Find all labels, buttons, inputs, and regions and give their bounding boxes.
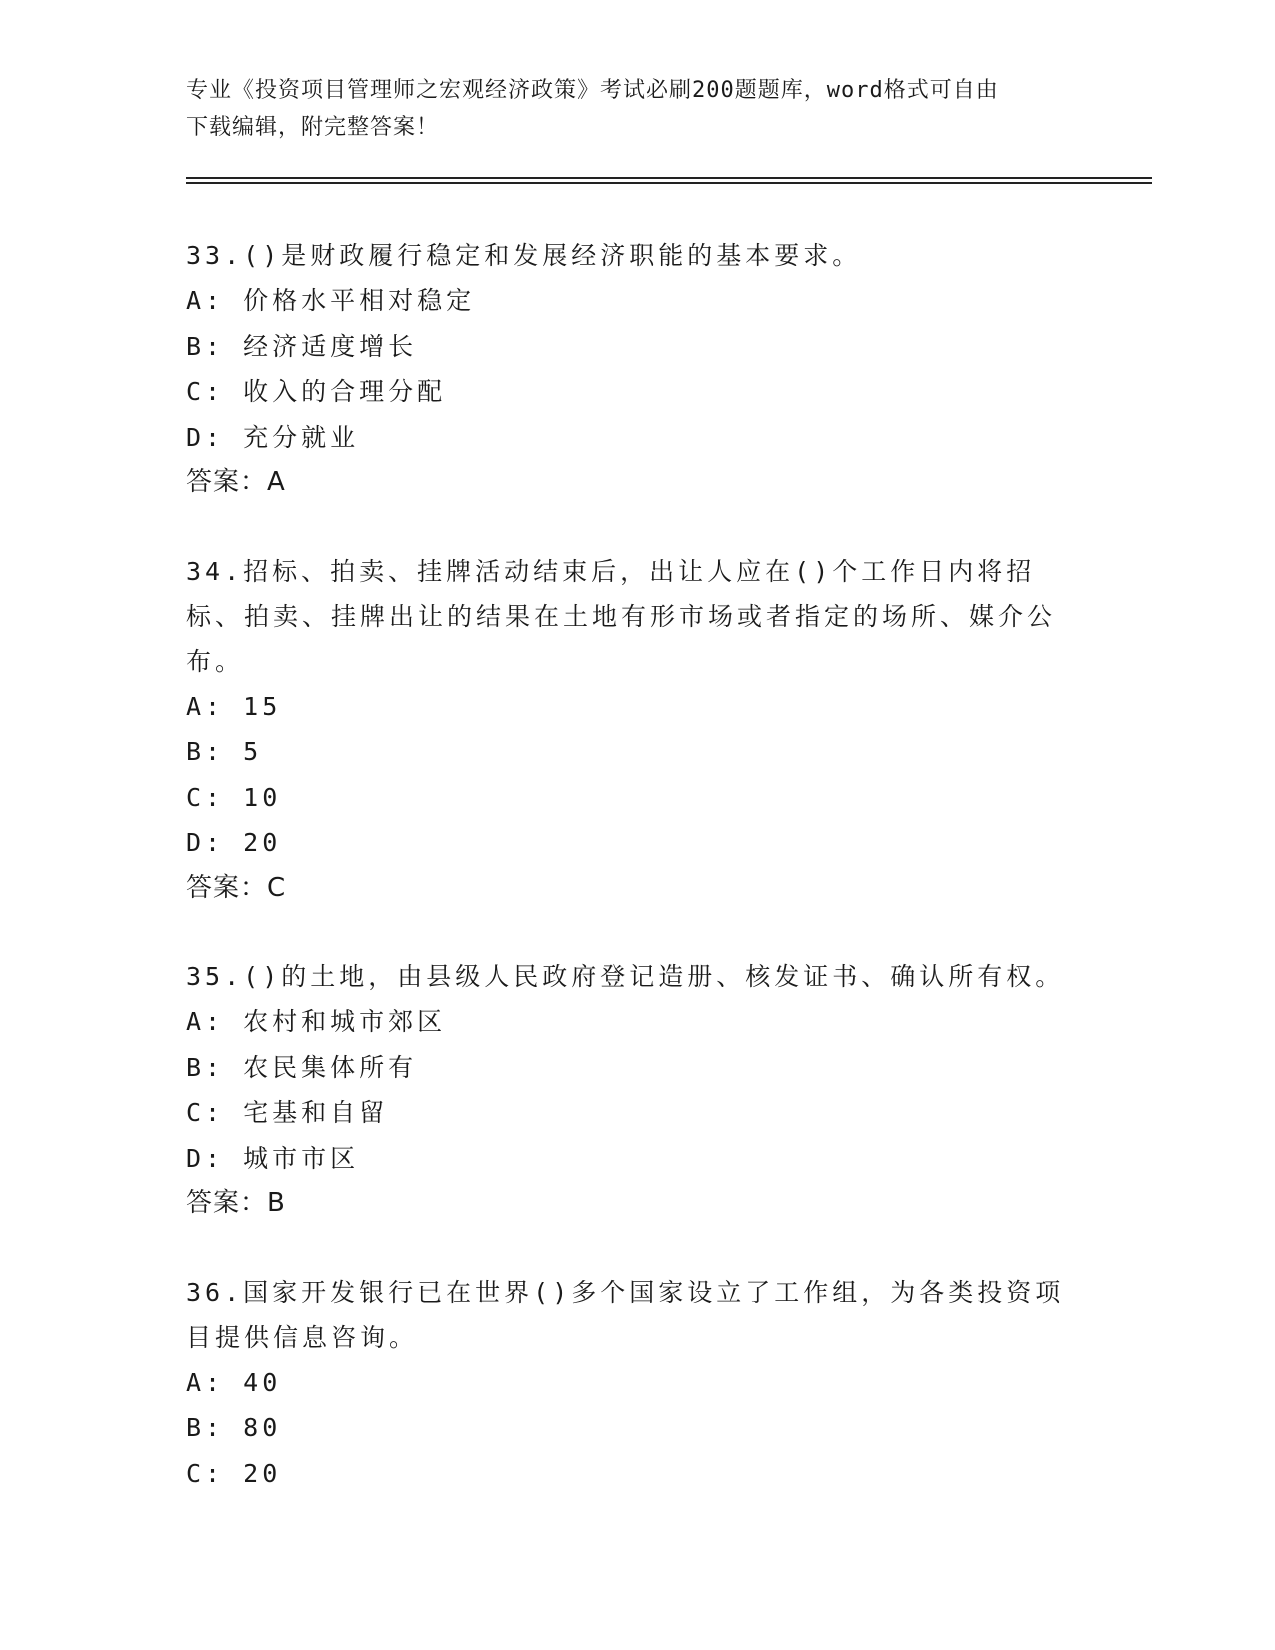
option-a [186, 999, 1086, 1045]
option-text: 40 [243, 1367, 282, 1397]
question-stem: 36.国家开发银行已在世界()多个国家设立了工作组，为各类投资项目提供信息咨询。 [186, 1277, 1065, 1352]
option-text: 5 [243, 737, 263, 766]
question-35 [186, 954, 1086, 1227]
document-header [186, 72, 1086, 146]
option-key: B: [186, 331, 225, 361]
option-key: C: [186, 782, 225, 812]
answer-line: 答案：C [186, 872, 287, 903]
option-c [186, 1451, 1086, 1497]
header-divider-bottom [186, 182, 1152, 184]
option-text: 价格水平相对稳定 [243, 286, 476, 315]
option-key: A: [186, 1007, 225, 1036]
option-key: D: [186, 1143, 225, 1173]
option-b [186, 324, 1086, 370]
question-33 [186, 233, 1086, 506]
question-stem: 33.()是财政履行稳定和发展经济职能的基本要求。 [186, 241, 862, 270]
question-36 [186, 1270, 1086, 1497]
option-text: 农民集体所有 [243, 1052, 418, 1082]
option-text: 20 [243, 828, 282, 857]
question-34 [186, 549, 1086, 912]
option-c [186, 369, 1086, 415]
option-text: 农村和城市郊区 [243, 1007, 447, 1036]
option-text: 20 [243, 1458, 282, 1488]
option-key: C: [186, 377, 225, 406]
option-text: 80 [243, 1413, 282, 1442]
option-a [186, 684, 1086, 730]
question-stem: 34.招标、拍卖、挂牌活动结束后，出让人应在()个工作日内将招标、拍卖、挂牌出让的结果在土地有形市场或者指定的场所、媒介公布。 [186, 556, 1057, 676]
option-key: D: [186, 422, 225, 452]
option-key: A: [186, 286, 225, 315]
option-b [186, 1405, 1086, 1451]
option-key: D: [186, 828, 225, 857]
option-a [186, 278, 1086, 324]
option-text: 城市市区 [243, 1143, 360, 1173]
option-key: B: [186, 737, 225, 766]
option-b [186, 1045, 1086, 1091]
answer-line: 答案：B [186, 1188, 286, 1218]
option-c [186, 775, 1086, 821]
option-key: B: [186, 1052, 225, 1082]
header-divider-top [186, 177, 1152, 179]
option-key: C: [186, 1098, 225, 1127]
question-list [186, 233, 1086, 1539]
option-key: C: [186, 1458, 225, 1488]
option-text: 15 [243, 691, 282, 721]
option-text: 收入的合理分配 [243, 377, 447, 406]
option-key: A: [186, 691, 225, 721]
answer-line: 答案：A [186, 467, 286, 497]
option-text: 宅基和自留 [243, 1098, 389, 1127]
option-d [186, 415, 1086, 461]
header-line-1: 专业《投资项目管理师之宏观经济政策》考试必刷200题题库，word格式可自由 [186, 78, 999, 103]
option-a [186, 1360, 1086, 1406]
option-b [186, 729, 1086, 775]
question-stem: 35.()的土地，由县级人民政府登记造册、核发证书、确认所有权。 [186, 962, 1065, 991]
option-key: B: [186, 1413, 225, 1442]
option-c [186, 1090, 1086, 1136]
option-text: 经济适度增长 [243, 331, 418, 361]
header-line-2: 下载编辑，附完整答案！ [186, 115, 440, 140]
option-text: 充分就业 [243, 422, 360, 452]
option-text: 10 [243, 782, 282, 812]
option-key: A: [186, 1367, 225, 1397]
option-d [186, 1136, 1086, 1182]
option-d [186, 820, 1086, 866]
